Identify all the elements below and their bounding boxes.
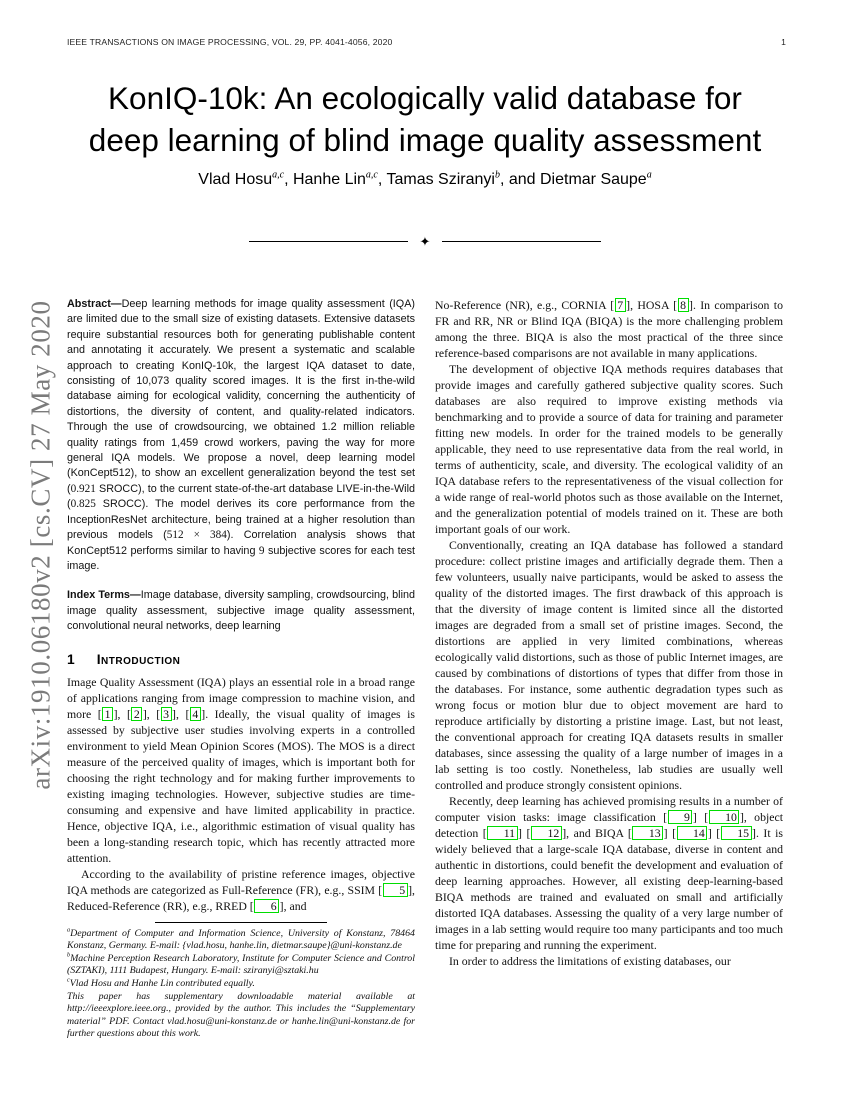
abstract-text: Deep learning methods for image quality assessment (IQA) are limited due to the small size of existing datasets. Extensive datasets require substantial resources both for generating publishable content and annotating it accurately. We present a systematic and scalable approach to creating KonIQ-10k, the largest IQA dataset to date, consisting of 10,073 quality scored images. It is the first in-the-wild database aiming for ecological validity, concerning the authenticity of distortions, the diversity of content, and quality-related indicators. Through the use of crowdsourcing, we obtained 1.2 million reliable quality ratings from 1,459 crowd workers, paving the way for more general IQA models. We propose a novel, deep learning model (KonCept512), to show an excellent generalization beyond the test set (0.921 SROCC), to the current state-of-the-art database LIVE-in-the-Wild (0.825 SROCC). The model derives its core performance from the InceptionResNet architecture, being trained at a higher resolution than previous models (512 × 384). Correlation analysis shows that KonCept512 performs similar to having 9 subjective scores for each test image. [67,298,415,572]
abstract-label: Abstract— [67,298,122,310]
abstract [67,297,415,574]
paper-title-line2: deep learning of blind image quality assessment [88,122,762,158]
paragraph-deep-learning: Recently, deep learning has achieved promising results in a number of computer vision tasks: image classification [ 9 ] [ 10 ], object detection [ 11 ] [ 12 ], and BIQA [ 13 ] [ 14 ] [ 15 ]. It is widely believed that a large-scale IQA database, diverse in content and authentic in distortions, could benefit the development and evaluation of deep learning approaches. However, all existing deep-learning-based BIQA methods are trained and evaluated on small and artificially distorted IQA databases. Assessing the quality of a very large number of images in a lab setting would require too many participants and too much time for preparing and running the experiment. [435,794,783,952]
section-heading-introduction [67,652,415,667]
math-text: 512 × 384 [166,529,227,542]
footnote-supplementary: This paper has supplementary downloadable material available at http://ieeexplore.ieee.org., provided by the author. This includes the “Supplementary material” PDF. Contact vlad.hosu@uni-konstanz.de or hanhe.lin@uni-konstanz.de for further questions about this work. [67,990,415,1040]
superscript-marker: a [67,927,71,934]
citation-link[interactable]: 6 [254,899,279,913]
authors-line: Vlad Hosu$^{a,c}$, Hanhe Lin$^{a,c}$, Tamas Sziranyi$^b$, and Dietmar Saupe$^a$ [198,169,652,188]
citation-link[interactable]: 7 [615,298,626,312]
superscript-marker: a [646,169,652,181]
paragraph-address-limitations: In order to address the limitations of existing databases, our [449,954,731,968]
separator-line-right [442,241,601,242]
index-terms-label: Index Terms— [67,589,141,602]
paragraph-intro-1: Image Quality Assessment (IQA) plays an essential role in a broad range of applications ranging from image compression to machine vision, and more [ 1 ], [ 2 ], [ 3 ], [ 4 ]. Ideally, the visual quality of images is assessed by subjective user studies involving experts in a controlled environment to yield Mean Opinion Scores (MOS). The MOS is a direct measure of the perceived quality of images, which is important both for choosing the right technology and for making further improvements to existing imaging technologies. However, subjective studies are time-consuming and expensive and have limited applicability in practice. Hence, objective IQA, i.e., algorithmic estimation of visual quality has been a long-standing research topic, which has recently attracted more attention. [67,674,416,865]
citation-link[interactable]: 9 [668,810,693,824]
citation-link[interactable]: 13 [632,826,663,840]
superscript-marker: c [67,977,70,984]
journal-line: IEEE TRANSACTIONS ON IMAGE PROCESSING, VOL. 29, PP. 4041-4056, 2020 [67,37,393,47]
citation-link[interactable]: 1 [102,707,113,721]
index-terms-text: Image database, diversity sampling, crowdsourcing, blind image quality assessment, subjective image quality assessment, convolutional neural networks, deep learning [67,589,415,633]
section-title: Introduction [96,651,181,667]
citation-link[interactable]: 12 [531,826,562,840]
separator-line-left [249,241,408,242]
superscript-marker: a,c [365,169,378,181]
footnote-equal-contribution: $^c$Vlad Hosu and Hanhe Lin contributed equally. [67,977,255,989]
running-header [67,37,786,47]
math-text: 0.825 [70,498,96,511]
page-number: 1 [781,37,786,47]
citation-link[interactable]: 8 [678,298,689,312]
footnote-rule [155,922,327,923]
arxiv-watermark: arXiv:1910.06180v2 [cs.CV] 27 May 2020 [25,300,56,790]
left-column [67,297,415,1041]
superscript-marker: a,c [272,169,285,181]
math-text: 9 [258,544,265,557]
section-number: 1 [67,651,75,667]
citation-link[interactable]: 15 [721,826,752,840]
footnote-affiliation-a: $^a$Department of Computer and Information Science, University of Konstanz, 78464 Konstanz, Germany. E-mail: {vlad.hosu, hanhe.lin, dietmar.saupe}@uni-konstanz.de [67,927,415,952]
citation-link[interactable]: 5 [383,883,408,897]
right-column-text [435,297,783,969]
paper-title [0,77,850,161]
citation-link[interactable]: 2 [131,707,142,721]
citation-link[interactable]: 4 [190,707,201,721]
superscript-marker: b [494,169,500,181]
paragraph-conventional: Conventionally, creating an IQA database has followed a standard procedure: collect pristine images and artificially degrade them. Then a few volunteers, usually naive participants, would be asked to assess the quality of the distorted images. The first drawback of this approach is that the diversity of image content is limited since all the distorted images are degraded from a small set of pristine images. Second, the distortions are applied in very limited combinations, whereas ecologically valid distortions, such as those of public Internet images, are caused by combinations of distortions of types that differ from those in the databases. For instance, some authentic degradation types such as wrong focus or motion blur due to object movement are hard to reproduce artificially by distorting a pristine image. Last, but not least, the conventional approach for creating IQA datasets results in smaller databases, since assessing the quality of a large number of images in a lab setting is too costly. Nonetheless, lab studies are usually well controlled and produce strongly consistent opinions. [435,538,783,792]
right-column [435,297,783,1041]
footnotes [67,922,415,1041]
paragraph-intro-2-continued: No-Reference (NR), e.g., CORNIA [ 7 ], HOSA [ 8 ]. In comparison to FR and RR, NR or Blind IQA (BIQA) is the more challenging problem among the three. BIQA is also the most practical of the three since reference-based comparisons are not available in many applications. [435,298,783,360]
citation-link[interactable]: 14 [677,826,708,840]
citation-link[interactable]: 3 [161,707,172,721]
math-text: 0.921 [70,482,96,495]
superscript-marker: b [67,952,71,959]
paper-title-line1: KonIQ-10k: An ecologically valid database for [108,80,742,116]
paragraph-development: The development of objective IQA methods requires databases that provide images and carefully gathered subjective quality scores. Such databases are also required to improve existing methods via benchmarking and to provide a source of data for training and parameter fitting new models. In order for the trained models to be generally applicable, they need to use representative data from the real world, in terms of authenticity, scale, and diversity. The ecological validity of an IQA database refers to the representativeness of the visual collection for a wide range of real-world photos such as those available on the Internet, and the generalization potential of models trained on it. These are both important goals of our work. [435,362,783,536]
index-terms [67,588,415,634]
citation-link[interactable]: 10 [709,810,740,824]
title-separator: ✦ [249,241,601,242]
citation-link[interactable]: 11 [487,826,517,840]
footnote-affiliation-b: $^b$Machine Perception Research Laboratory, Institute for Computer Science and Control (SZTAKI), 1111 Budapest, Hungary. E-mail: sziranyi@sztaki.hu [67,952,415,977]
left-column-text [67,674,415,914]
two-column-body [67,297,783,1041]
paragraph-intro-2: According to the availability of pristine reference images, objective IQA methods are categorized as Full-Reference (FR), e.g., SSIM [ 5 ], Reduced-Reference (RR), e.g., RRED [ 6 ], and [67,866,415,913]
